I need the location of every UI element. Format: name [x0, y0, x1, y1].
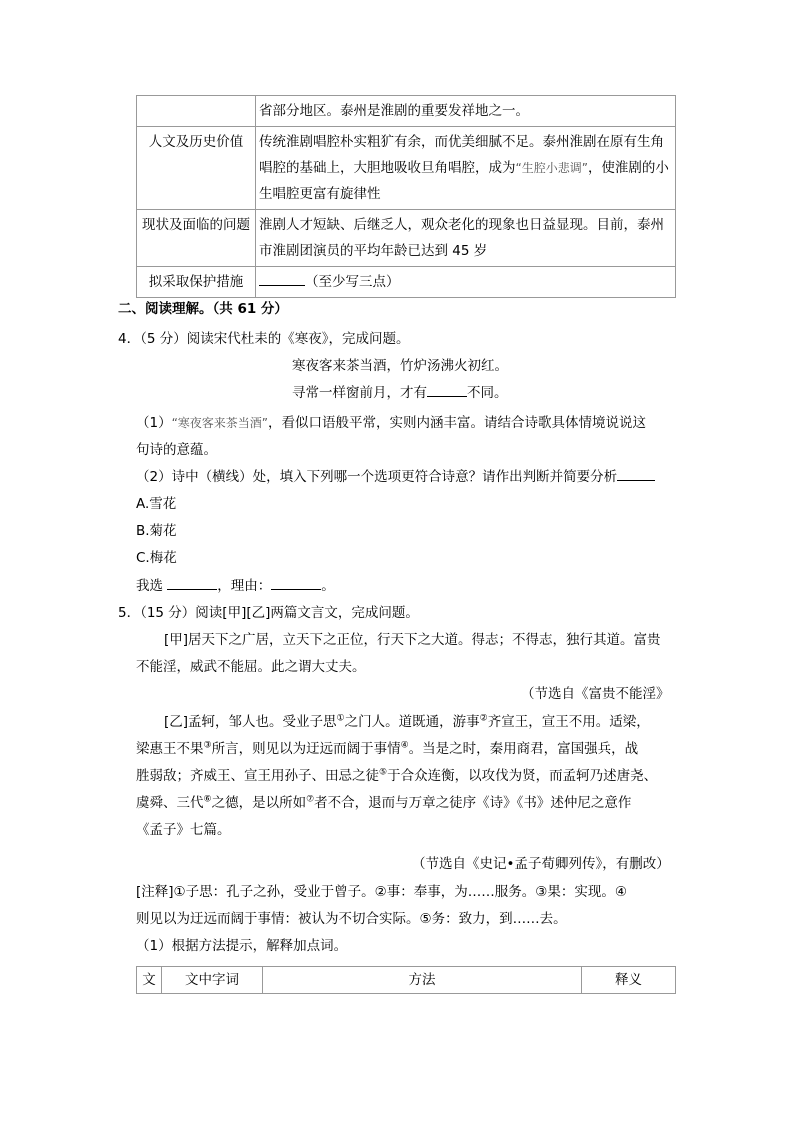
question-5-sub1: （1）根据方法提示，解释加点词。 — [136, 938, 348, 954]
row-label: 拟采取保护措施 — [137, 267, 256, 298]
content-text: 传统淮剧唱腔朴实粗犷有余，而优美细腻不足。泰州淮剧在原有生角唱腔的基础上，大胆地吸收旦角唱腔，成为 — [259, 134, 664, 176]
answer-line: 我选 ，理由： 。 — [136, 578, 335, 594]
question-4-sub2: （2）诗中（横线）处，填入下列哪一个选项更符合诗意？请作出判断并简要分析 — [136, 464, 655, 490]
passage-yi: [乙]孟轲，邹人也。受业子思①之门人。道既通，游事②齐宣王，宣王不用。适梁， — [164, 713, 650, 730]
row-label: 现状及面临的问题 — [137, 210, 256, 267]
row-content: 淮剧人才短缺、后继乏人，观众老化的现象也日益显现。目前，泰州市淮剧团演员的平均年龄已达到 45 岁 — [256, 210, 676, 267]
note-marker: ① — [336, 713, 345, 724]
quoted-term: “生腔小悲调” — [515, 161, 588, 175]
table-row — [137, 127, 676, 210]
passage-jia: [甲]居天下之广居，立天下之正位，行天下之大道。得志；不得志，独行其道。富贵 — [164, 632, 661, 648]
poem-line: 寻常一样窗前月，才有 不同。 — [292, 385, 508, 401]
row-content — [256, 267, 676, 298]
row-content: 省部分地区。泰州是淮剧的重要发祥地之一。 — [256, 96, 676, 127]
header-cell: 方法 — [263, 967, 582, 994]
option-a: A.雪花 — [136, 496, 177, 512]
passage-yi: 胜弱敌；齐威王、宣王用孙子、田忌之徒⑤于合众连衡，以攻伐为贤，而孟轲乃述唐尧、 — [136, 767, 658, 784]
option-b: B.菊花 — [136, 523, 177, 539]
table-row — [137, 267, 676, 298]
header-cell: 释义 — [582, 967, 676, 994]
note-marker: ⑥ — [203, 794, 212, 805]
passage-source: （节选自《史记•孟子荀卿列传》，有删改） — [412, 856, 670, 872]
note-marker: ② — [479, 713, 488, 724]
answer-blank[interactable] — [427, 395, 467, 397]
passage-source: （节选自《富贵不能淫》 — [521, 686, 670, 702]
header-cell: 文 — [137, 967, 162, 994]
row-content — [256, 127, 676, 210]
poem-line: 寒夜客来茶当酒，竹炉汤沸火初红。 — [292, 358, 508, 374]
note-marker: ③ — [203, 740, 212, 751]
method-table — [136, 966, 676, 994]
passage-yi: 《孟子》七篇。 — [136, 822, 231, 838]
question-4-stem: 4．（5 分）阅读宋代杜耒的《寒夜》，完成问题。 — [118, 331, 410, 347]
table-header-row — [137, 967, 676, 994]
annotation: [注释]①子思：孔子之孙，受业于曾子。②事：奉事，为……服务。③果：实现。④ — [136, 884, 627, 900]
answer-blank[interactable] — [167, 588, 217, 590]
table-row — [137, 96, 676, 127]
header-cell: 文中字词 — [162, 967, 263, 994]
opera-info-table — [136, 95, 676, 298]
question-4-sub1: （1）“寒夜客来茶当酒”，看似口语般平常，实则内涵丰富。请结合诗歌具体情境说说这 — [136, 415, 647, 431]
annotation: 则见以为迂远而阔于事情：被认为不切合实际。⑤务：致力，到……去。 — [136, 911, 567, 927]
table-row — [137, 210, 676, 267]
note-marker: ⑤ — [379, 767, 388, 778]
note-marker: ⑦ — [306, 794, 315, 805]
passage-yi: 虞舜、三代⑥之德，是以所如⑦者不合，退而与万章之徒序《诗》《书》述仲尼之意作 — [136, 794, 632, 811]
passage-jia: 不能淫，威武不能屈。此之谓大丈夫。 — [136, 659, 366, 675]
quoted-line: “寒夜客来茶当酒” — [171, 416, 269, 430]
question-4-sub1-cont: 句诗的意蕴。 — [136, 442, 217, 458]
row-label: 人文及历史价值 — [137, 127, 256, 210]
passage-yi: 梁惠王不果③所言，则见以为迂远而阔于事情④。当是之时，秦用商君，富国强兵，战 — [136, 740, 639, 757]
content-text: （至少写三点） — [305, 274, 400, 290]
answer-blank[interactable] — [271, 588, 321, 590]
section-title: 二、阅读理解。（共 61 分） — [118, 301, 288, 317]
row-label — [137, 96, 256, 127]
note-marker: ④ — [400, 740, 409, 751]
answer-blank[interactable] — [617, 479, 655, 481]
option-c: C.梅花 — [136, 550, 177, 566]
content-text: ，使淮剧的小生唱腔更富有旋律性 — [259, 160, 669, 202]
question-5-stem: 5．（15 分）阅读[甲][乙]两篇文言文，完成问题。 — [118, 605, 419, 621]
answer-blank[interactable] — [259, 284, 305, 286]
